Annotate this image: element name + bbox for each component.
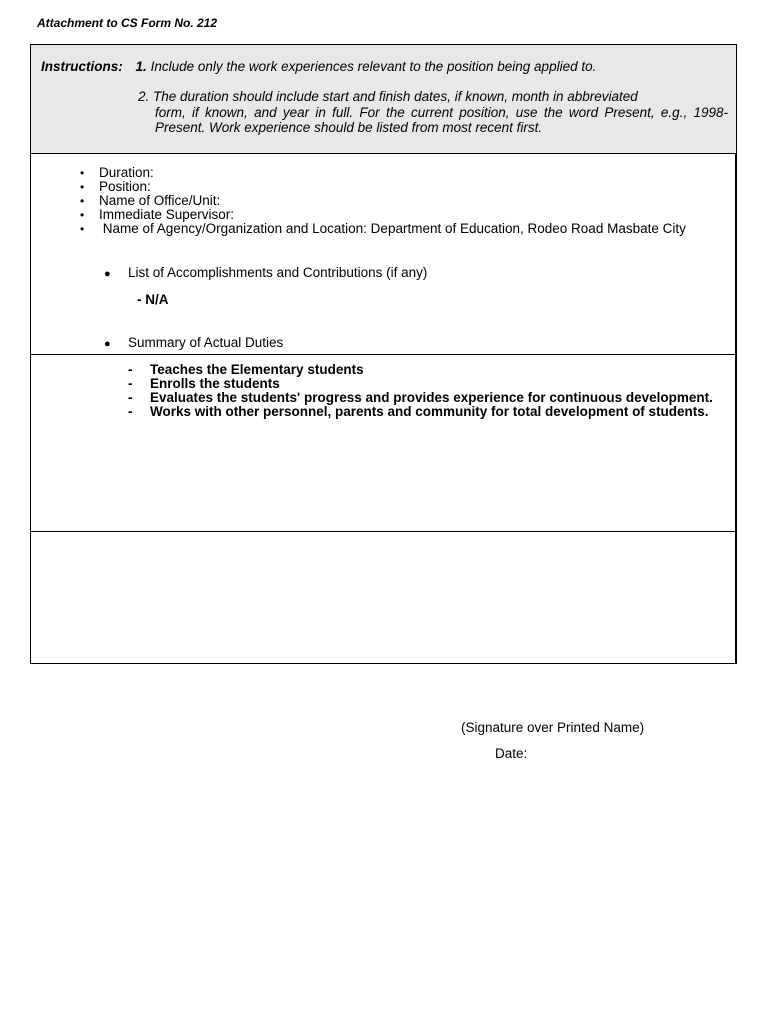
- instruction-item-2: [138, 89, 728, 136]
- duty-item: - Enrolls the students: [128, 377, 718, 391]
- section-divider: [31, 354, 736, 355]
- field-office-unit: • Name of Office/Unit:: [80, 194, 734, 208]
- instruction-1-text: Include only the work experiences relevant to the position being applied to.: [150, 59, 597, 74]
- instruction-2-first-line: 2. The duration should include start and finish dates, if known, month in abbreviated: [138, 89, 638, 104]
- attachment-header: Attachment to CS Form No. 212: [37, 16, 218, 30]
- experience-field-list: [80, 166, 734, 236]
- field-agency-location: • Name of Agency/Organization and Location: Department of Education, Rodeo Road Masbate City: [80, 222, 734, 236]
- signature-label: (Signature over Printed Name): [461, 720, 645, 735]
- bullet-icon: ●: [104, 268, 111, 280]
- duties-heading-row: [104, 335, 283, 350]
- instruction-item-1: [41, 59, 596, 74]
- field-position: • Position:: [80, 180, 734, 194]
- duties-heading: Summary of Actual Duties: [128, 335, 284, 350]
- accomplishments-value: - N/A: [137, 292, 169, 307]
- instruction-2-rest: form, if known, and year in full. For the current position, use the word Present, e.g., 1998-Present. Work experience should be listed from most recent first.: [155, 104, 728, 135]
- duty-item: - Teaches the Elementary students: [128, 363, 718, 377]
- duty-item: - Evaluates the students' progress and provides experience for continuous development.: [128, 391, 718, 405]
- section-divider: [31, 531, 736, 532]
- duties-list: [128, 363, 718, 419]
- instruction-1-number: 1.: [135, 59, 147, 74]
- instructions-label: Instructions:: [41, 59, 123, 74]
- field-duration: • Duration:: [80, 166, 734, 180]
- accomplishments-heading-row: [104, 265, 427, 280]
- bullet-icon: ●: [104, 338, 111, 350]
- date-label: Date:: [495, 746, 528, 761]
- field-immediate-supervisor: • Immediate Supervisor:: [80, 208, 734, 222]
- accomplishments-heading: List of Accomplishments and Contributions (if any): [128, 265, 428, 280]
- duty-item: - Works with other personnel, parents and community for total development of students.: [128, 405, 718, 419]
